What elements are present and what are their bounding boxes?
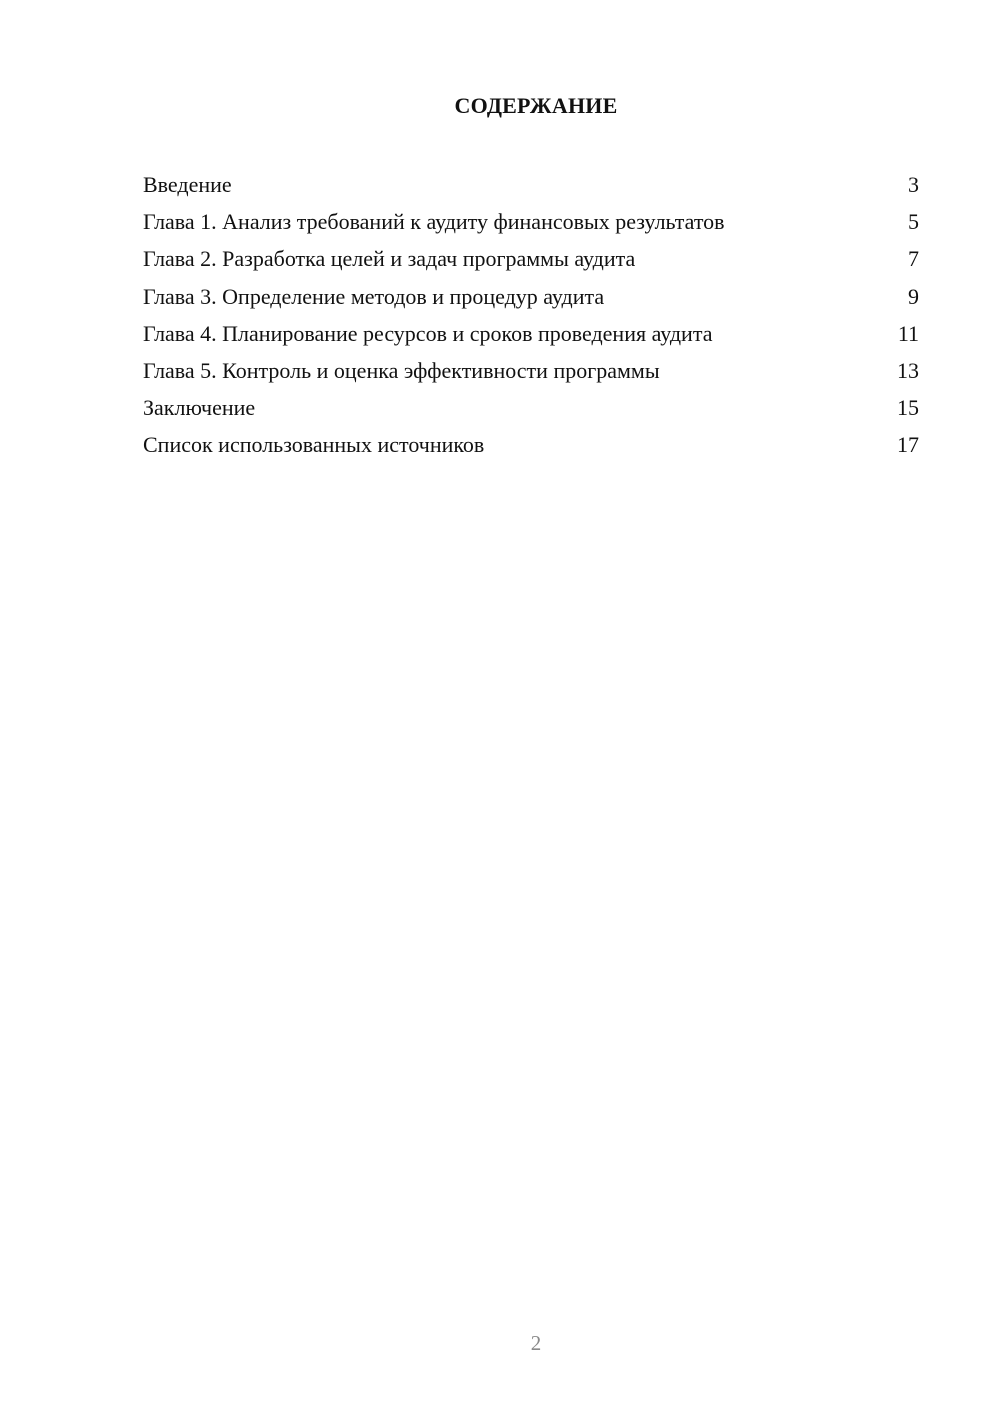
page-number: 2 <box>530 1331 542 1355</box>
toc-entry <box>143 242 919 279</box>
toc-entry <box>143 317 919 354</box>
toc-entry-title: Глава 4. Планирование ресурсов и сроков проведения аудита <box>143 320 713 346</box>
toc-entry-page: 5 <box>908 209 919 235</box>
toc-entry-page: 15 <box>897 395 919 421</box>
toc-entry-page: 9 <box>908 283 919 309</box>
toc-entry-title: Заключение <box>143 395 256 421</box>
page-title: СОДЕРЖАНИЕ <box>454 93 618 118</box>
toc-entry-page: 3 <box>908 172 919 197</box>
toc-entry-page: 13 <box>897 357 919 383</box>
toc-entry-page: 17 <box>897 432 919 458</box>
toc-entry-page: 11 <box>897 320 919 346</box>
toc-entry-title: Введение <box>143 172 232 197</box>
toc-entry <box>143 354 919 391</box>
toc-entry-title: Глава 1. Анализ требований к аудиту финансовых результатов <box>143 209 725 235</box>
toc-entry <box>143 205 919 242</box>
toc-entry-title: Глава 3. Определение методов и процедур аудита <box>143 283 605 309</box>
toc-entry-title: Список использованных источников <box>143 432 485 458</box>
toc-entry <box>143 391 919 428</box>
toc-entry <box>143 428 919 465</box>
toc-entry <box>143 280 919 317</box>
toc-entry-title: Глава 5. Контроль и оценка эффективности программы <box>143 357 660 383</box>
toc-entry <box>143 168 919 205</box>
table-of-contents <box>143 168 919 466</box>
toc-entry-title: Глава 2. Разработка целей и задач программы аудита <box>143 246 636 272</box>
toc-entry-page: 7 <box>908 246 919 272</box>
